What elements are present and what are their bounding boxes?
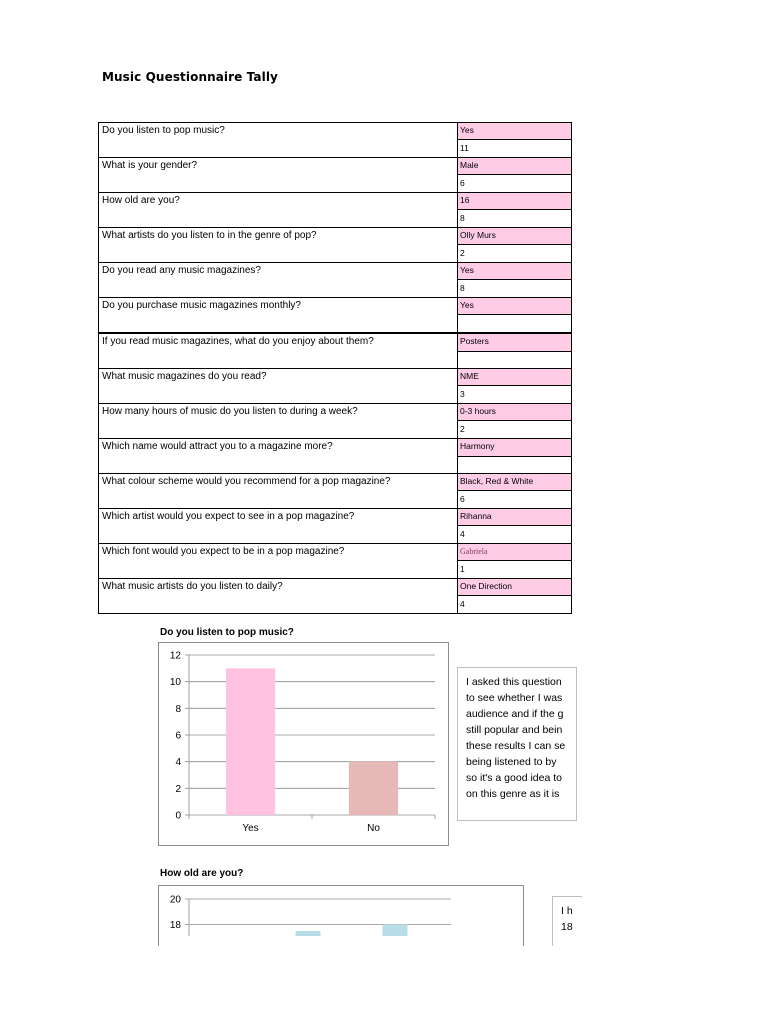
table-row [99,509,572,526]
note-age-text [561,903,582,935]
bar [226,668,275,815]
y-tick-label: 12 [169,650,181,662]
note-line: so it's a good idea to [466,772,562,784]
table-row [99,263,572,280]
answer-cell: Olly Murs [458,228,572,245]
y-tick-label: 18 [169,920,181,932]
count-cell: 3 [458,386,572,404]
x-tick-label: Yes [242,823,259,834]
question-cell: Do you listen to pop music? [99,123,458,158]
answer-cell: Male [458,158,572,175]
count-cell: 2 [458,421,572,439]
count-cell [458,456,572,474]
count-cell [458,315,572,333]
y-tick-label: 8 [175,703,181,715]
count-cell [458,351,572,369]
note-line: I h [561,905,573,917]
count-cell: 6 [458,175,572,193]
table-row [99,333,572,351]
answer-cell: NME [458,369,572,386]
count-cell: 1 [458,561,572,579]
answer-cell: 16 [458,193,572,210]
count-cell: 4 [458,526,572,544]
table-row [99,579,572,596]
chart-pop-music [158,642,449,846]
answer-cell: Yes [458,263,572,280]
table-row [99,228,572,245]
x-tick-label: No [367,823,380,834]
question-cell: What artists do you listen to in the genre of pop? [99,228,458,263]
question-cell: What music magazines do you read? [99,369,458,404]
note-line: 18 [561,921,573,933]
table-row [99,369,572,386]
question-cell: What is your gender? [99,158,458,193]
question-cell: What colour scheme would you recommend for a pop magazine? [99,474,458,509]
count-cell: 11 [458,140,572,158]
note-line: on this genre as it is [466,788,560,800]
y-tick-label: 6 [175,730,181,742]
bar [349,762,398,815]
answer-cell: Gabriela [458,544,572,561]
answer-cell: Yes [458,298,572,315]
note-age [552,896,582,946]
bar [383,925,408,936]
chart-title-pop-music: Do you listen to pop music? [160,627,294,638]
question-cell: Which font would you expect to be in a pop magazine? [99,544,458,579]
count-cell: 6 [458,491,572,509]
answer-cell: Yes [458,123,572,140]
note-line: these results I can se [466,740,566,752]
bar [296,931,321,936]
note-line: still popular and bein [466,724,563,736]
note-line: being listened to by [466,756,557,768]
question-cell: Do you purchase music magazines monthly? [99,298,458,334]
note-pop-music-text [466,674,568,802]
table-row [99,404,572,421]
note-line: to see whether I was [466,692,563,704]
table-row [99,298,572,315]
question-cell: Do you read any music magazines? [99,263,458,298]
question-cell: What music artists do you listen to daily? [99,579,458,614]
question-cell: Which artist would you expect to see in a pop magazine? [99,509,458,544]
count-cell: 4 [458,596,572,614]
y-tick-label: 0 [175,810,181,822]
answer-cell: Black, Red & White [458,474,572,491]
table-row [99,123,572,140]
answer-cell: Rihanna [458,509,572,526]
y-tick-label: 20 [169,894,181,906]
table-row [99,474,572,491]
table-row [99,544,572,561]
question-cell: How old are you? [99,193,458,228]
chart-age [158,885,524,946]
question-cell: If you read music magazines, what do you enjoy about them? [99,333,458,369]
y-tick-label: 4 [175,757,181,769]
table-row [99,439,572,457]
note-pop-music [457,667,577,821]
count-cell: 2 [458,245,572,263]
y-tick-label: 2 [175,783,181,795]
table-row [99,158,572,175]
table-row [99,193,572,210]
question-cell: How many hours of music do you listen to during a week? [99,404,458,439]
tally-table [98,122,572,614]
note-line: audience and if the g [466,708,564,720]
chart-age-svg [159,886,523,936]
y-tick-label: 10 [169,677,181,689]
chart-title-age: How old are you? [160,868,244,879]
answer-cell: Posters [458,333,572,351]
chart-pop-music-svg [159,643,448,845]
count-cell: 8 [458,210,572,228]
page-title: Music Questionnaire Tally [102,70,278,84]
answer-cell: Harmony [458,439,572,457]
count-cell: 8 [458,280,572,298]
note-line: I asked this question [466,676,562,688]
question-cell: Which name would attract you to a magazine more? [99,439,458,474]
answer-cell: One Direction [458,579,572,596]
answer-cell: 0-3 hours [458,404,572,421]
